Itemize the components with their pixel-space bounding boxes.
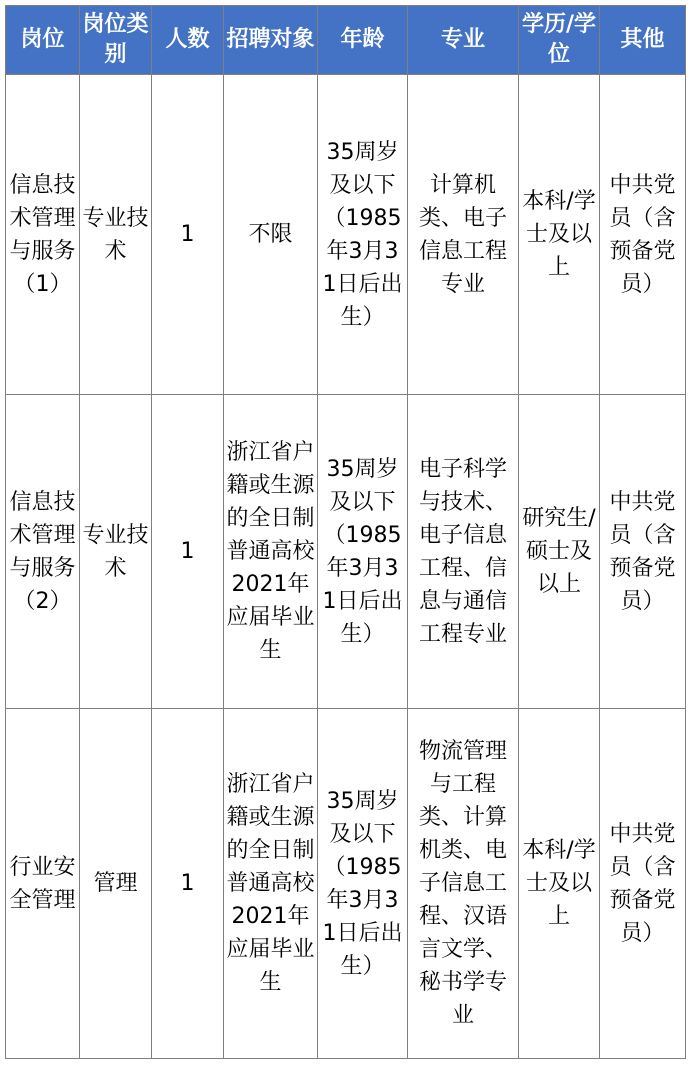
header-count: 人数 [152, 6, 224, 75]
cell-other: 中共党员（含预备党员） [600, 395, 686, 709]
cell-category: 专业技术 [80, 75, 152, 395]
cell-major: 计算机类、电子信息工程专业 [408, 75, 519, 395]
cell-count: 1 [152, 75, 224, 395]
cell-target: 浙江省户籍或生源的全日制普通高校2021年应届毕业生 [224, 709, 318, 1059]
cell-position: 信息技术管理与服务（2） [6, 395, 80, 709]
header-other: 其他 [600, 6, 686, 75]
cell-other: 中共党员（含预备党员） [600, 75, 686, 395]
cell-degree: 研究生/硕士及以上 [519, 395, 600, 709]
cell-category: 管理 [80, 709, 152, 1059]
header-age: 年龄 [318, 6, 408, 75]
header-major: 专业 [408, 6, 519, 75]
cell-age: 35周岁及以下（1985年3月31日后出生） [318, 395, 408, 709]
cell-category: 专业技术 [80, 395, 152, 709]
cell-count: 1 [152, 395, 224, 709]
cell-degree: 本科/学士及以上 [519, 75, 600, 395]
cell-age: 35周岁及以下（1985年3月31日后出生） [318, 709, 408, 1059]
cell-target: 不限 [224, 75, 318, 395]
recruitment-table [5, 5, 686, 1059]
cell-position: 信息技术管理与服务（1） [6, 75, 80, 395]
header-degree: 学历/学位 [519, 6, 600, 75]
cell-target: 浙江省户籍或生源的全日制普通高校2021年应届毕业生 [224, 395, 318, 709]
cell-degree: 本科/学士及以上 [519, 709, 600, 1059]
table-row [6, 395, 686, 709]
header-position: 岗位 [6, 6, 80, 75]
cell-age: 35周岁及以下（1985年3月31日后出生） [318, 75, 408, 395]
cell-other: 中共党员（含预备党员） [600, 709, 686, 1059]
cell-count: 1 [152, 709, 224, 1059]
header-row [6, 6, 686, 75]
header-category: 岗位类别 [80, 6, 152, 75]
cell-major: 物流管理与工程类、计算机类、电子信息工程、汉语言文学、秘书学专业 [408, 709, 519, 1059]
table-row [6, 75, 686, 395]
cell-major: 电子科学与技术、电子信息工程、信息与通信工程专业 [408, 395, 519, 709]
cell-position: 行业安全管理 [6, 709, 80, 1059]
table-row [6, 709, 686, 1059]
header-target: 招聘对象 [224, 6, 318, 75]
